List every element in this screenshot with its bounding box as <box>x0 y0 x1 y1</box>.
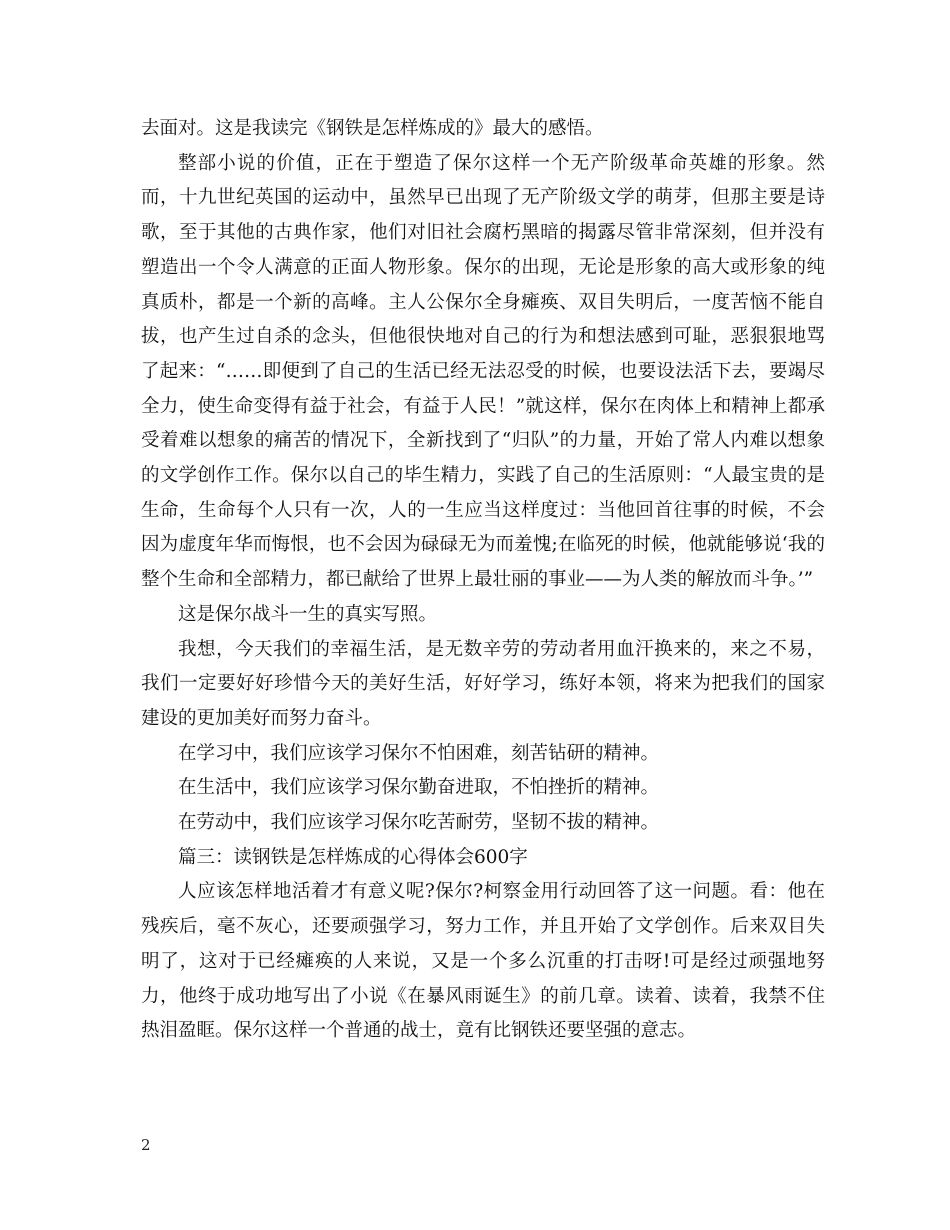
paragraph: 在学习中，我们应该学习保尔不怕困难，刻苦钻研的精神。 <box>178 742 660 764</box>
paragraph: 去面对。这是我读完《钢铁是怎样炼成的》最大的感悟。 <box>141 118 604 139</box>
paragraph: 我想，今天我们的幸福生活，是无数辛劳的劳动者用血汗换来的，来之不易，我们一定要好好珍惜今天的美好生活，好好学习，练好本领，将来为把我们的国家建设的更加美好而努力奋斗。 <box>141 638 825 729</box>
paragraph: 整部小说的价值，正在于塑造了保尔这样一个无产阶级革命英雄的形象。然而，十九世纪英国的运动中，虽然早已出现了无产阶级文学的萌芽，但那主要是诗歌，至于其他的古典作家，他们对旧社会腐朽黑暗的揭露尽管非常深刻，但并没有塑造出一个令人满意的正面人物形象。保尔的出现，无论是形象的高大或形象的纯真质朴，都是一个新的高峰。主人公保尔全身瘫痪、双目失明后，一度苦恼不能自拔，也产生过自杀的念头，但他很快地对自己的行为和想法感到可耻，恶狠狠地骂了起来：“……即便到了自己的生活已经无法忍受的时候，也要设法活下去，要竭尽全力，使生命变得有益于社会，有益于人民！”就这样，保尔在肉体上和精神上都承受着难以想象的痛苦的情况下，全新找到了“归队”的力量，开始了常人内难以想象的文学创作工作。保尔以自己的毕生精力，实践了自己的生活原则：“人最宝贵的是生命，生命每个人只有一次，人的一生应当这样度过：当他回首往事的时候，不会因为虚度年华而悔恨，也不会因为碌碌无为而羞愧;在临死的时候，他就能够说‘我的整个生命和全部精力，都已献给了世界上最壮丽的事业——为人类的解放而斗争。’” <box>141 152 825 591</box>
page-number: 2 <box>141 1136 151 1154</box>
document-body <box>141 112 825 1049</box>
paragraph: 在劳动中，我们应该学习保尔吃苦耐劳，坚韧不拔的精神。 <box>178 812 660 834</box>
paragraph: 这是保尔战斗一生的真实写照。 <box>178 603 438 625</box>
paragraph: 人应该怎样地活着才有意义呢?保尔?柯察金用行动回答了这一问题。看：他在残疾后，毫不灰心，还要顽强学习，努力工作，并且开始了文学创作。后来双目失明了，这对于已经瘫痪的人来说，又是一个多么沉重的打击呀!可是经过顽强地努力，他终于成功地写出了小说《在暴风雨诞生》的前几章。读着、读着，我禁不住热泪盈眶。保尔这样一个普通的战士，竟有比钢铁还要坚强的意志。 <box>141 881 825 1042</box>
paragraph: 在生活中，我们应该学习保尔勤奋进取，不怕挫折的精神。 <box>178 777 660 799</box>
section-heading: 篇三：读钢铁是怎样炼成的心得体会600字 <box>178 846 528 868</box>
